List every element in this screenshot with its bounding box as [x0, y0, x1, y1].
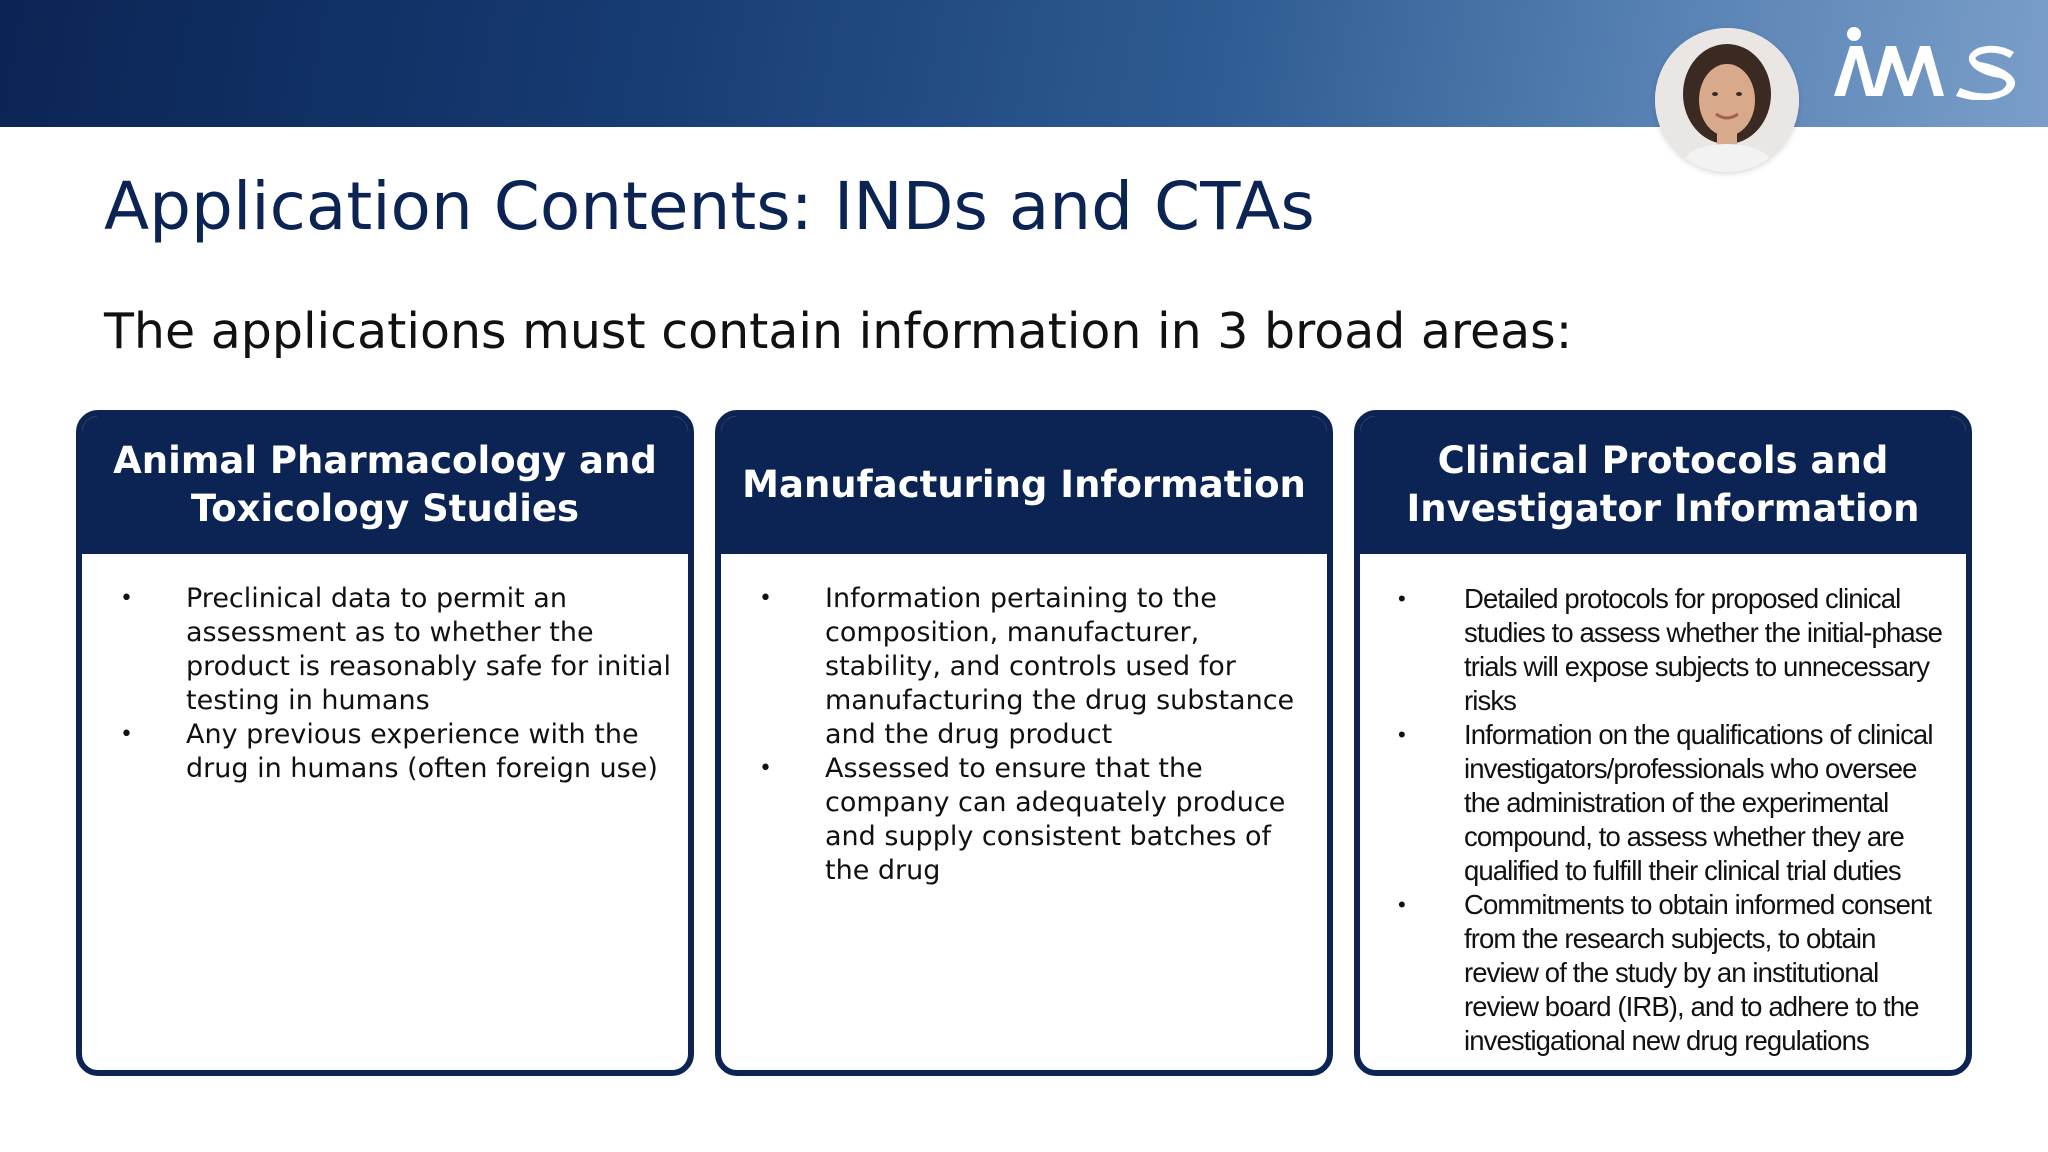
bullet-item — [1360, 718, 1950, 888]
bullet-item — [82, 582, 672, 718]
card-heading: Animal Pharmacology and Toxicology Studies — [113, 439, 657, 530]
card-clinical-protocols — [1354, 410, 1972, 1076]
bullet-icon: • — [120, 722, 133, 747]
bullet-text: Information on the qualifications of clinical investigators/professionals who oversee the administration of the experimental compound, to assess whether they are qualified to fulfill their clinical trial duties — [1464, 719, 1933, 886]
card-animal-pharmacology — [76, 410, 694, 1076]
card-header — [721, 416, 1327, 554]
slide-subtitle: The applications must contain information in 3 broad areas: — [104, 303, 1573, 360]
presenter-avatar — [1655, 28, 1799, 172]
bullet-text: Detailed protocols for proposed clinical studies to assess whether the initial-phase trials will expose subjects to unnecessary risks — [1464, 583, 1942, 716]
bullet-icon: • — [120, 586, 133, 611]
bullet-icon: • — [1398, 722, 1405, 747]
bullet-text: Preclinical data to permit an assessment as to whether the product is reasonably safe for initial testing in humans — [186, 583, 671, 716]
card-heading: Clinical Protocols and Investigator Information — [1406, 439, 1920, 530]
card-manufacturing-information — [715, 410, 1333, 1076]
bullet-list — [1360, 554, 1966, 1058]
card-heading: Manufacturing Information — [742, 463, 1306, 506]
bullet-icon: • — [1398, 892, 1405, 917]
card-header — [1360, 416, 1966, 554]
presenter-avatar-image — [1655, 28, 1799, 172]
slide-title: Application Contents: INDs and CTAs — [104, 168, 1315, 245]
bullet-icon: • — [759, 756, 772, 781]
bullet-text: Commitments to obtain informed consent from the research subjects, to obtain review of the study by an institutional review board (IRB), and to adhere to the investigational new drug regulations — [1464, 889, 1932, 1056]
bullet-item — [721, 582, 1311, 752]
bullet-item — [721, 752, 1311, 888]
ams-logo — [1832, 26, 2022, 100]
bullet-list — [82, 554, 688, 786]
card-header — [82, 416, 688, 554]
bullet-item — [1360, 888, 1950, 1058]
bullet-text: Assessed to ensure that the company can adequately produce and supply consistent batches of the drug — [825, 753, 1286, 886]
bullet-item — [1360, 582, 1950, 718]
bullet-text: Any previous experience with the drug in humans (often foreign use) — [186, 719, 658, 784]
bullet-icon: • — [1398, 586, 1405, 611]
bullet-icon: • — [759, 586, 772, 611]
bullet-item — [82, 718, 672, 786]
bullet-text: Information pertaining to the composition, manufacturer, stability, and controls used for manufacturing the drug substance and the drug product — [825, 583, 1295, 750]
bullet-list — [721, 554, 1327, 888]
